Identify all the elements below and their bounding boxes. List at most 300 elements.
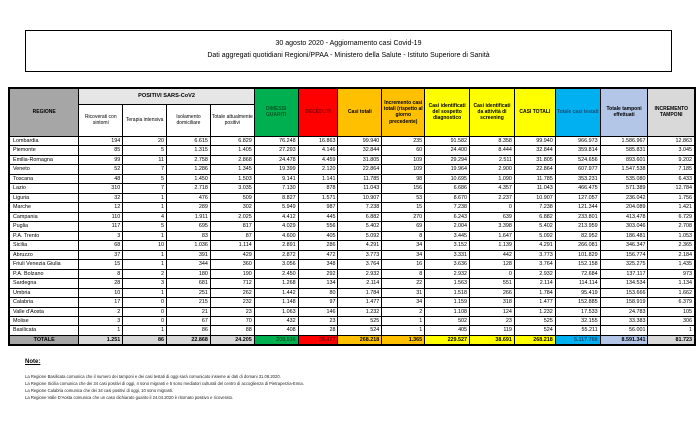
data-cell: 0 bbox=[123, 298, 167, 307]
data-cell: 987 bbox=[298, 203, 338, 212]
region-name: Campania bbox=[9, 212, 79, 221]
data-cell: 3.331 bbox=[425, 250, 470, 259]
data-cell: 1.141 bbox=[298, 174, 338, 183]
data-cell: 1.435 bbox=[648, 260, 695, 269]
region-name: Basilicata bbox=[9, 326, 79, 335]
col-header-incremento-tamponi: INCREMENTO TAMPONI bbox=[648, 88, 695, 137]
data-cell: 405 bbox=[298, 231, 338, 240]
data-cell: 12 bbox=[79, 203, 123, 212]
data-cell: 76.248 bbox=[254, 136, 298, 145]
data-cell: 266.081 bbox=[555, 241, 600, 250]
data-cell: 156 bbox=[382, 184, 425, 193]
table-row bbox=[9, 136, 695, 145]
table-row bbox=[9, 203, 695, 212]
data-cell: 524 bbox=[514, 326, 555, 335]
data-cell: 88 bbox=[210, 326, 254, 335]
data-cell: 8.670 bbox=[425, 193, 470, 202]
data-cell: 28 bbox=[79, 279, 123, 288]
data-cell: 3.773 bbox=[338, 250, 382, 259]
data-cell: 229.527 bbox=[425, 335, 470, 345]
data-cell: 5.949 bbox=[254, 203, 298, 212]
data-cell: 11.785 bbox=[514, 174, 555, 183]
data-cell: 1.503 bbox=[210, 174, 254, 183]
data-cell: 1.315 bbox=[167, 146, 211, 155]
data-cell: 81.723 bbox=[648, 335, 695, 345]
data-cell: 5.092 bbox=[338, 231, 382, 240]
region-name: Veneto bbox=[9, 165, 79, 174]
bulletin-subtitle: Dati aggregati quotidiani Regioni/PPAA - Ministero della Salute - Istituto Superiore di Sanità bbox=[207, 52, 490, 60]
data-cell: 31.805 bbox=[514, 155, 555, 164]
data-cell: 472 bbox=[298, 250, 338, 259]
region-name: Friuli Venezia Giulia bbox=[9, 260, 79, 269]
region-name: P.A. Trento bbox=[9, 231, 79, 240]
data-cell: 1.251 bbox=[79, 335, 123, 345]
data-cell: 34 bbox=[382, 298, 425, 307]
region-name: TOTALE bbox=[9, 335, 79, 345]
data-cell: 585.831 bbox=[600, 146, 648, 155]
data-cell: 289 bbox=[167, 203, 211, 212]
col-header-terapia-intensiva: Terapia intensiva bbox=[123, 104, 167, 136]
data-cell: 2 bbox=[382, 307, 425, 316]
data-cell: 7.185 bbox=[648, 165, 695, 174]
data-cell: 233.801 bbox=[555, 212, 600, 221]
data-cell: 1.134 bbox=[648, 279, 695, 288]
data-cell: 95.419 bbox=[555, 288, 600, 297]
data-cell: 1.477 bbox=[338, 298, 382, 307]
data-cell: 33.383 bbox=[600, 316, 648, 325]
data-cell: 607.977 bbox=[555, 165, 600, 174]
table-row bbox=[9, 250, 695, 259]
data-cell: 10 bbox=[79, 288, 123, 297]
data-cell: 1.036 bbox=[167, 241, 211, 250]
data-cell: 4.459 bbox=[298, 155, 338, 164]
data-cell: 34 bbox=[382, 241, 425, 250]
table-row bbox=[9, 222, 695, 231]
data-cell: 5 bbox=[123, 174, 167, 183]
table-body bbox=[9, 136, 695, 345]
data-cell: 48 bbox=[79, 174, 123, 183]
data-cell: 413.478 bbox=[600, 212, 648, 221]
data-cell: 70 bbox=[210, 316, 254, 325]
data-cell: 21 bbox=[167, 307, 211, 316]
data-cell: 121.344 bbox=[555, 203, 600, 212]
table-row bbox=[9, 155, 695, 164]
data-cell: 391 bbox=[167, 250, 211, 259]
data-cell: 17.533 bbox=[555, 307, 600, 316]
data-cell: 127.057 bbox=[555, 193, 600, 202]
data-cell: 67 bbox=[167, 316, 211, 325]
data-cell: 1 bbox=[123, 231, 167, 240]
table-row bbox=[9, 288, 695, 297]
col-header-screening: Casi identificati da attività di screening bbox=[470, 88, 515, 137]
data-cell: 878 bbox=[298, 184, 338, 193]
data-cell: 99 bbox=[79, 155, 123, 164]
data-cell: 1.159 bbox=[425, 298, 470, 307]
data-cell: 2.932 bbox=[514, 269, 555, 278]
data-cell: 1.784 bbox=[514, 288, 555, 297]
data-cell: 524 bbox=[338, 326, 382, 335]
data-cell: 251 bbox=[167, 288, 211, 297]
data-cell: 27.293 bbox=[254, 146, 298, 155]
data-cell: 128 bbox=[470, 260, 515, 269]
col-header-totale-attualmente-positivi: Totale attualmente positivi bbox=[210, 104, 254, 136]
data-cell: 7.238 bbox=[514, 203, 555, 212]
data-cell: 8.591.341 bbox=[600, 335, 648, 345]
data-cell: 5.402 bbox=[514, 222, 555, 231]
note-sicilia: La Regione Sicilia comunica che dei 34 casi positivi di oggi, 4 sono migranti e 5 sono mediatori culturali del centro di accoglienza di Pietraperzia-Enna. bbox=[25, 381, 304, 387]
data-cell: 9.202 bbox=[648, 155, 695, 164]
data-cell: 2.237 bbox=[470, 193, 515, 202]
data-cell: 1.365 bbox=[382, 335, 425, 345]
data-cell: 3.035 bbox=[210, 184, 254, 193]
data-cell: 1.518 bbox=[425, 288, 470, 297]
data-cell: 24.478 bbox=[254, 155, 298, 164]
data-cell: 152.885 bbox=[555, 298, 600, 307]
data-cell: 268.218 bbox=[514, 335, 555, 345]
col-header-regione: REGIONE bbox=[9, 88, 79, 137]
data-cell: 12.863 bbox=[648, 136, 695, 145]
col-header-ricoverati-con-sintomi: Ricoverati con sintomi bbox=[79, 104, 123, 136]
data-cell: 16.863 bbox=[298, 136, 338, 145]
data-cell: 236.042 bbox=[600, 193, 648, 202]
table-row bbox=[9, 298, 695, 307]
data-cell: 0 bbox=[123, 316, 167, 325]
region-name: Abruzzo bbox=[9, 250, 79, 259]
table-row bbox=[9, 146, 695, 155]
data-cell: 1 bbox=[648, 326, 695, 335]
data-cell: 3.764 bbox=[514, 260, 555, 269]
title-box bbox=[25, 30, 672, 72]
data-cell: 6.379 bbox=[648, 298, 695, 307]
data-cell: 19.964 bbox=[425, 165, 470, 174]
data-cell: 101.829 bbox=[555, 250, 600, 259]
table-row bbox=[9, 165, 695, 174]
data-cell: 5 bbox=[123, 222, 167, 231]
data-cell: 2.718 bbox=[167, 184, 211, 193]
data-cell: 466.475 bbox=[555, 184, 600, 193]
data-cell: 353.231 bbox=[555, 174, 600, 183]
col-header-casi-testati: Totale casi testati bbox=[555, 88, 600, 137]
data-cell: 429 bbox=[210, 250, 254, 259]
data-cell: 3 bbox=[123, 279, 167, 288]
data-cell: 712 bbox=[210, 279, 254, 288]
data-cell: 405 bbox=[425, 326, 470, 335]
data-cell: 535.080 bbox=[600, 174, 648, 183]
data-cell: 2.872 bbox=[254, 250, 298, 259]
data-cell: 1.563 bbox=[425, 279, 470, 288]
data-cell: 3.152 bbox=[425, 241, 470, 250]
region-name: Molise bbox=[9, 316, 79, 325]
table-row bbox=[9, 307, 695, 316]
data-cell: 2.450 bbox=[254, 269, 298, 278]
data-cell: 119 bbox=[470, 326, 515, 335]
region-name: Puglia bbox=[9, 222, 79, 231]
data-cell: 1.911 bbox=[167, 212, 211, 221]
region-name: Sicilia bbox=[9, 241, 79, 250]
data-cell: 2.708 bbox=[648, 222, 695, 231]
data-cell: 22.864 bbox=[338, 165, 382, 174]
data-cell: 8 bbox=[382, 269, 425, 278]
data-cell: 186.481 bbox=[600, 231, 648, 240]
data-cell: 24.205 bbox=[210, 335, 254, 345]
data-cell: 303.046 bbox=[600, 222, 648, 231]
data-cell: 432 bbox=[254, 316, 298, 325]
data-cell: 8 bbox=[79, 269, 123, 278]
data-cell: 1.268 bbox=[254, 279, 298, 288]
data-cell: 86 bbox=[167, 326, 211, 335]
data-cell: 114.114 bbox=[555, 279, 600, 288]
data-cell: 2.900 bbox=[470, 165, 515, 174]
table-row bbox=[9, 231, 695, 240]
notes-label: Note: bbox=[25, 359, 41, 366]
data-cell: 24.400 bbox=[425, 146, 470, 155]
data-cell: 15 bbox=[79, 260, 123, 269]
data-cell: 6.686 bbox=[425, 184, 470, 193]
data-cell: 99.940 bbox=[514, 136, 555, 145]
data-cell: 24.783 bbox=[600, 307, 648, 316]
data-cell: 1 bbox=[123, 288, 167, 297]
data-cell: 87 bbox=[210, 231, 254, 240]
data-cell: 8.444 bbox=[470, 146, 515, 155]
data-cell: 262 bbox=[210, 288, 254, 297]
data-cell: 2.120 bbox=[298, 165, 338, 174]
data-cell: 22.868 bbox=[167, 335, 211, 345]
data-cell: 360 bbox=[210, 260, 254, 269]
data-cell: 6.243 bbox=[425, 212, 470, 221]
data-cell: 7.238 bbox=[338, 203, 382, 212]
data-cell: 302 bbox=[210, 203, 254, 212]
table-row bbox=[9, 260, 695, 269]
region-name: P.A. Bolzano bbox=[9, 269, 79, 278]
data-cell: 53 bbox=[382, 193, 425, 202]
data-cell: 72.684 bbox=[555, 269, 600, 278]
region-name: Umbria bbox=[9, 288, 79, 297]
data-cell: 23 bbox=[210, 307, 254, 316]
table-row bbox=[9, 193, 695, 202]
data-cell: 1.090 bbox=[470, 174, 515, 183]
data-cell: 2.184 bbox=[648, 250, 695, 259]
data-cell: 571.389 bbox=[600, 184, 648, 193]
data-cell: 3.773 bbox=[514, 250, 555, 259]
data-cell: 32.844 bbox=[514, 146, 555, 155]
data-cell: 1 bbox=[123, 193, 167, 202]
data-cell: 1.421 bbox=[648, 203, 695, 212]
data-cell: 310 bbox=[79, 184, 123, 193]
col-header-deceduti: DECEDUTI bbox=[298, 88, 338, 137]
data-cell: 1.286 bbox=[167, 165, 211, 174]
data-cell: 306 bbox=[648, 316, 695, 325]
data-cell: 2.365 bbox=[648, 241, 695, 250]
data-cell: 9.141 bbox=[254, 174, 298, 183]
data-cell: 80 bbox=[298, 288, 338, 297]
data-cell: 6.829 bbox=[210, 136, 254, 145]
col-header-sospetto-diagnostico: Casi identificati del sospetto diagnostico bbox=[425, 88, 470, 137]
data-cell: 10.695 bbox=[425, 174, 470, 183]
region-name: Valle d'Aosta bbox=[9, 307, 79, 316]
col-header-casi-totali-caps: CASI TOTALI bbox=[514, 88, 555, 137]
data-cell: 1.148 bbox=[254, 298, 298, 307]
data-cell: 98 bbox=[382, 174, 425, 183]
data-cell: 11.043 bbox=[338, 184, 382, 193]
data-cell: 22.864 bbox=[514, 165, 555, 174]
data-cell: 817 bbox=[210, 222, 254, 231]
data-cell: 681 bbox=[167, 279, 211, 288]
data-cell: 7.238 bbox=[425, 203, 470, 212]
data-cell: 6.882 bbox=[338, 212, 382, 221]
col-header-incremento-casi: Incremento casi totali (rispetto al giorno precedente) bbox=[382, 88, 425, 137]
data-cell: 344 bbox=[167, 260, 211, 269]
data-cell: 109 bbox=[382, 165, 425, 174]
data-cell: 1 bbox=[382, 316, 425, 325]
table-row bbox=[9, 316, 695, 325]
data-cell: 1.450 bbox=[167, 174, 211, 183]
data-cell: 1.784 bbox=[338, 288, 382, 297]
data-cell: 4.600 bbox=[254, 231, 298, 240]
table-row bbox=[9, 174, 695, 183]
data-cell: 3 bbox=[79, 231, 123, 240]
data-cell: 4.412 bbox=[254, 212, 298, 221]
data-cell: 190 bbox=[210, 269, 254, 278]
data-cell: 3.398 bbox=[470, 222, 515, 231]
data-cell: 0 bbox=[123, 307, 167, 316]
data-cell: 6.433 bbox=[648, 174, 695, 183]
data-cell: 110 bbox=[79, 212, 123, 221]
data-cell: 156.774 bbox=[600, 250, 648, 259]
data-cell: 325.275 bbox=[600, 260, 648, 269]
data-cell: 359.814 bbox=[555, 146, 600, 155]
region-name: Sardegna bbox=[9, 279, 79, 288]
data-cell: 28 bbox=[298, 326, 338, 335]
data-cell: 55.211 bbox=[555, 326, 600, 335]
data-cell: 17 bbox=[79, 298, 123, 307]
data-cell: 31.805 bbox=[338, 155, 382, 164]
col-header-tamponi-effettuati: Totale tamponi effettuati bbox=[600, 88, 648, 137]
col-header-dimessi-guariti: DIMESSI GUARITI bbox=[254, 88, 298, 137]
region-name: Piemonte bbox=[9, 146, 79, 155]
data-cell: 3.045 bbox=[648, 146, 695, 155]
data-cell: 1.756 bbox=[648, 193, 695, 202]
data-cell: 1.063 bbox=[254, 307, 298, 316]
data-cell: 134 bbox=[298, 279, 338, 288]
data-cell: 0 bbox=[470, 203, 515, 212]
data-cell: 525 bbox=[338, 316, 382, 325]
data-cell: 1.547.538 bbox=[600, 165, 648, 174]
data-cell: 2 bbox=[123, 269, 167, 278]
data-cell: 91.582 bbox=[425, 136, 470, 145]
data-cell: 32.844 bbox=[338, 146, 382, 155]
data-cell: 2.114 bbox=[514, 279, 555, 288]
data-cell: 10.907 bbox=[338, 193, 382, 202]
data-cell: 5.402 bbox=[338, 222, 382, 231]
data-cell: 1.232 bbox=[514, 307, 555, 316]
data-cell: 266 bbox=[470, 288, 515, 297]
data-cell: 2.004 bbox=[425, 222, 470, 231]
region-name: Emilia-Romagna bbox=[9, 155, 79, 164]
data-cell: 7.130 bbox=[254, 184, 298, 193]
data-cell: 524.656 bbox=[555, 155, 600, 164]
data-cell: 502 bbox=[425, 316, 470, 325]
data-cell: 4.357 bbox=[470, 184, 515, 193]
data-cell: 10 bbox=[123, 241, 167, 250]
table-row bbox=[9, 279, 695, 288]
data-cell: 3.056 bbox=[254, 260, 298, 269]
data-cell: 442 bbox=[470, 250, 515, 259]
data-cell: 34 bbox=[382, 250, 425, 259]
data-cell: 213.959 bbox=[555, 222, 600, 231]
data-cell: 525 bbox=[514, 316, 555, 325]
note-calabria: La Regione Calabria comunica che dei 34 casi positivi di oggi, 10 sono migranti. bbox=[25, 387, 174, 393]
region-name: Liguria bbox=[9, 193, 79, 202]
data-cell: 2.891 bbox=[254, 241, 298, 250]
data-cell: 556 bbox=[298, 222, 338, 231]
data-cell: 7 bbox=[123, 165, 167, 174]
data-cell: 639 bbox=[470, 212, 515, 221]
data-cell: 137.117 bbox=[600, 269, 648, 278]
data-cell: 4.291 bbox=[338, 241, 382, 250]
data-cell: 292 bbox=[298, 269, 338, 278]
data-cell: 12.784 bbox=[648, 184, 695, 193]
data-cell: 3.764 bbox=[338, 260, 382, 269]
data-cell: 180 bbox=[167, 269, 211, 278]
data-cell: 1 bbox=[123, 260, 167, 269]
data-cell: 973 bbox=[648, 269, 695, 278]
data-cell: 60 bbox=[382, 146, 425, 155]
data-cell: 6.615 bbox=[167, 136, 211, 145]
data-cell: 4.146 bbox=[298, 146, 338, 155]
data-cell: 1.571 bbox=[298, 193, 338, 202]
data-cell: 1 bbox=[123, 250, 167, 259]
data-cell: 29.294 bbox=[425, 155, 470, 164]
data-cell: 3.445 bbox=[425, 231, 470, 240]
data-cell: 1.586.967 bbox=[600, 136, 648, 145]
data-cell: 695 bbox=[167, 222, 211, 231]
data-cell: 11.785 bbox=[338, 174, 382, 183]
data-cell: 19.399 bbox=[254, 165, 298, 174]
region-name: Marche bbox=[9, 203, 79, 212]
data-cell: 10.907 bbox=[514, 193, 555, 202]
data-cell: 6.882 bbox=[514, 212, 555, 221]
data-cell: 83 bbox=[167, 231, 211, 240]
data-cell: 1 bbox=[123, 326, 167, 335]
data-cell: 5 bbox=[123, 146, 167, 155]
col-header-isolamento-domiciliare: Isolamento domiciliare bbox=[167, 104, 211, 136]
data-cell: 1.405 bbox=[210, 146, 254, 155]
data-cell: 1.662 bbox=[648, 288, 695, 297]
data-cell: 1.442 bbox=[254, 288, 298, 297]
data-cell: 11.043 bbox=[514, 184, 555, 193]
data-cell: 35.477 bbox=[298, 335, 338, 345]
data-cell: 37 bbox=[79, 250, 123, 259]
region-name: Calabria bbox=[9, 298, 79, 307]
note-basilicata: La Regione Basilicata comunica che il numero dei tamponi e dei casi testati di oggi sarà comunicato insieme ai dati di domani 31.08.2020. bbox=[25, 374, 281, 380]
note-valle-daosta: La Regione Valle D'Aosta comunica che un caso dichiarato guarito il 24.04.2020 è ritornato positivo e ricoverato. bbox=[25, 394, 234, 400]
data-cell: 2 bbox=[79, 307, 123, 316]
data-cell: 1.345 bbox=[210, 165, 254, 174]
data-cell: 8 bbox=[382, 231, 425, 240]
data-cell: 2.868 bbox=[210, 155, 254, 164]
data-cell: 158.919 bbox=[600, 298, 648, 307]
data-cell: 4.291 bbox=[514, 241, 555, 250]
data-cell: 208.536 bbox=[254, 335, 298, 345]
col-header-casi-totali: Casi totali bbox=[338, 88, 382, 137]
data-cell: 68 bbox=[79, 241, 123, 250]
data-cell: 408 bbox=[254, 326, 298, 335]
data-cell: 346.347 bbox=[600, 241, 648, 250]
data-cell: 97 bbox=[298, 298, 338, 307]
data-cell: 5.092 bbox=[514, 231, 555, 240]
region-name: Lombardia bbox=[9, 136, 79, 145]
table-row bbox=[9, 326, 695, 335]
